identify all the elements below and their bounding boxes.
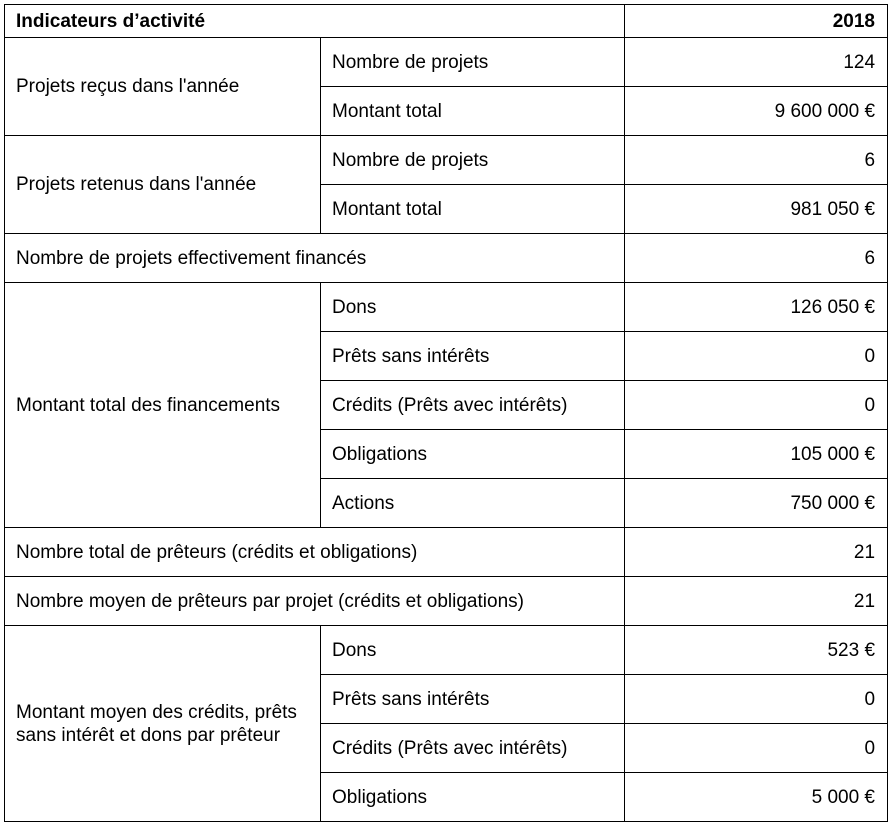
row-label-moyen-preteurs: Nombre moyen de prêteurs par projet (crédits et obligations) bbox=[5, 577, 625, 626]
row-label: Dons bbox=[321, 283, 625, 332]
row-label: Crédits (Prêts avec intérêts) bbox=[321, 724, 625, 773]
row-value: 21 bbox=[625, 577, 888, 626]
row-value: 0 bbox=[625, 675, 888, 724]
table-header-row bbox=[5, 5, 888, 38]
row-value: 6 bbox=[625, 136, 888, 185]
group-label-montant-moyen: Montant moyen des crédits, prêts sans intérêt et dons par prêteur bbox=[5, 626, 321, 822]
row-label: Montant total bbox=[321, 185, 625, 234]
row-label: Nombre de projets bbox=[321, 38, 625, 87]
header-year: 2018 bbox=[625, 5, 888, 38]
row-value: 0 bbox=[625, 381, 888, 430]
row-label: Dons bbox=[321, 626, 625, 675]
row-value: 5 000 € bbox=[625, 773, 888, 822]
row-value: 750 000 € bbox=[625, 479, 888, 528]
row-label: Prêts sans intérêts bbox=[321, 675, 625, 724]
table-row bbox=[5, 38, 888, 87]
row-value: 9 600 000 € bbox=[625, 87, 888, 136]
table-row bbox=[5, 577, 888, 626]
row-label: Actions bbox=[321, 479, 625, 528]
group-label-projets-retenus: Projets retenus dans l'année bbox=[5, 136, 321, 234]
table-row bbox=[5, 234, 888, 283]
row-label: Obligations bbox=[321, 773, 625, 822]
header-indicators-label: Indicateurs d’activité bbox=[5, 5, 625, 38]
row-label-total-preteurs: Nombre total de prêteurs (crédits et obligations) bbox=[5, 528, 625, 577]
group-label-projets-recus: Projets reçus dans l'année bbox=[5, 38, 321, 136]
row-value: 981 050 € bbox=[625, 185, 888, 234]
row-value: 6 bbox=[625, 234, 888, 283]
row-label-projets-finances: Nombre de projets effectivement financés bbox=[5, 234, 625, 283]
group-label-montant-financements: Montant total des financements bbox=[5, 283, 321, 528]
row-value: 0 bbox=[625, 332, 888, 381]
activity-indicators-table bbox=[4, 4, 888, 822]
row-label: Nombre de projets bbox=[321, 136, 625, 185]
row-label: Montant total bbox=[321, 87, 625, 136]
table-row bbox=[5, 626, 888, 675]
row-value: 126 050 € bbox=[625, 283, 888, 332]
row-value: 105 000 € bbox=[625, 430, 888, 479]
row-value: 21 bbox=[625, 528, 888, 577]
row-label: Crédits (Prêts avec intérêts) bbox=[321, 381, 625, 430]
table-row bbox=[5, 528, 888, 577]
table-row bbox=[5, 136, 888, 185]
row-value: 0 bbox=[625, 724, 888, 773]
row-label: Prêts sans intérêts bbox=[321, 332, 625, 381]
row-value: 523 € bbox=[625, 626, 888, 675]
row-value: 124 bbox=[625, 38, 888, 87]
row-label: Obligations bbox=[321, 430, 625, 479]
table-row bbox=[5, 283, 888, 332]
